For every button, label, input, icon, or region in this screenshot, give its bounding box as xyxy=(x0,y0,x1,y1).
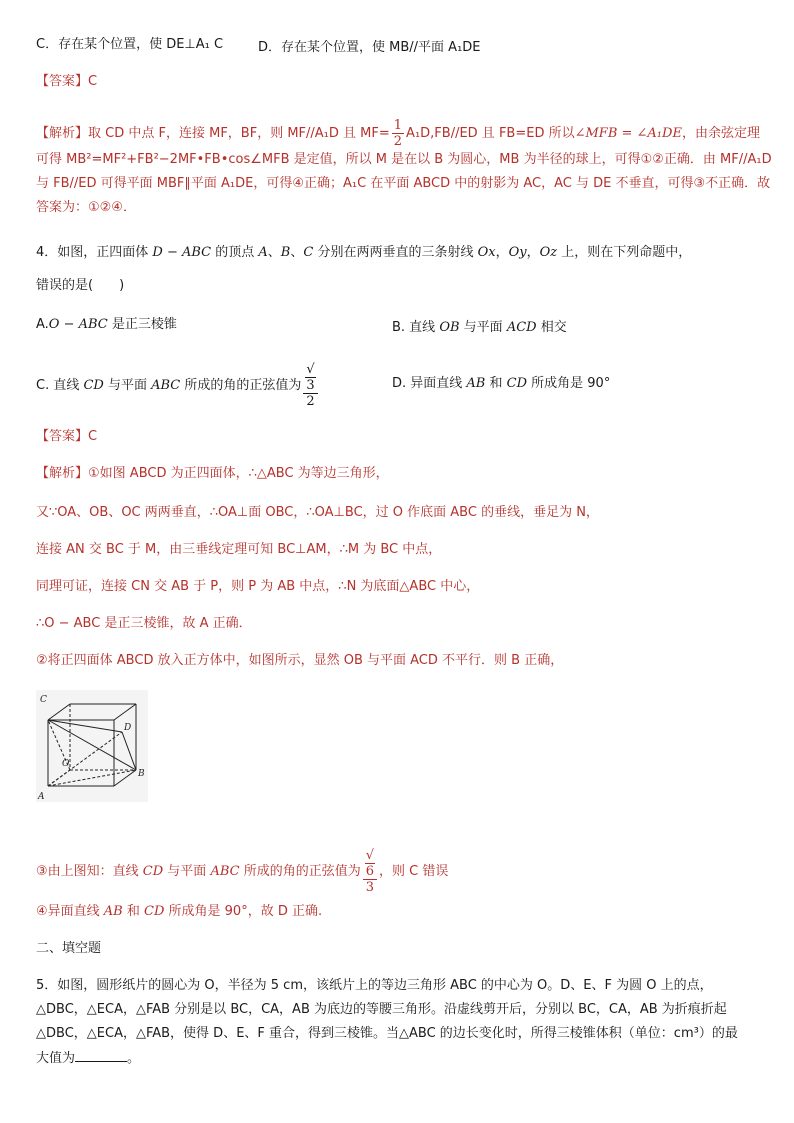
q4-option-b: B. 直线 OB 与平面 ACD 相交 xyxy=(392,320,567,335)
q4-stem-line-2: 错误的是( ) xyxy=(36,278,125,293)
analysis-tag: 【解析】 xyxy=(36,126,89,141)
q4-analysis-line-8: ④异面直线 AB 和 CD 所成角是 90°，故 D 正确. xyxy=(36,904,323,919)
q3-analysis-line-1 xyxy=(36,118,760,149)
q5-line-1: 5．如图，圆形纸片的圆心为 O，半径为 5 cm，该纸片上的等边三角形 ABC 的中心为 O。D、E、F 为圆 O 上的点， xyxy=(36,978,713,993)
q4-analysis-line-6: ②将正四面体 ABCD 放入正方体中，如图所示，显然 OB 与平面 ACD 不平行．则 B 正确， xyxy=(36,653,564,668)
analysis-text: 取 CD 中点 F，连接 MF，BF，则 MF//A₁D 且 MF= xyxy=(88,126,390,141)
q4-analysis-line-3: 连接 AN 交 BC 于 M，由三垂线定理可知 BC⊥AM，∴M 为 BC 中点， xyxy=(36,542,442,557)
fraction: √ 3 2 xyxy=(303,362,317,409)
label-c: C xyxy=(40,695,47,705)
answer-tag: 【答案】 xyxy=(36,74,89,89)
q5-line-3: △DBC，△ECA，△FAB，使得 D、E、F 重合，得到三棱锥。当△ABC 的边长变化时，所得三棱锥体积（单位：cm³）的最 xyxy=(36,1026,738,1041)
q5-line-4: 大值为 。 xyxy=(36,1051,141,1066)
label-a: A xyxy=(38,792,45,802)
cube-tetrahedron-figure xyxy=(36,690,148,802)
option-c-prev: C．存在某个位置，使 DE⊥A₁ C xyxy=(36,37,224,52)
q3-analysis-line-4: 答案为：①②④． xyxy=(36,200,136,215)
analysis-text: A₁D,FB//ED 且 FB=ED 所以 xyxy=(406,126,575,141)
math-expression: ∠MFB = ∠A₁DE xyxy=(574,126,682,141)
q4-option-d: D. 异面直线 AB 和 CD 所成角是 90° xyxy=(392,376,611,391)
label-d: D xyxy=(124,723,132,733)
fraction: √ 6 3 xyxy=(363,848,377,895)
q4-analysis-line-5: ∴O − ABC 是正三棱锥，故 A 正确． xyxy=(36,616,252,631)
q3-answer xyxy=(36,73,97,91)
q4-analysis-line-2: 又∵OA、OB、OC 两两垂直，∴OA⊥面 OBC，∴OA⊥BC，过 O 作底面 ABC 的垂线，垂足为 N， xyxy=(36,505,599,520)
label-o: O xyxy=(62,759,70,769)
option-d-prev: D．存在某个位置，使 MB//平面 A₁DE xyxy=(258,40,481,55)
label-b: B xyxy=(138,769,145,779)
q4-stem-line-1: 4．如图，正四面体 D − ABC 的顶点 A、B、C 分别在两两垂直的三条射线 Ox，Oy，Oz 上，则在下列命题中， xyxy=(36,245,692,260)
q4-analysis-line-7: ③由上图知：直线 CD 与平面 ABC 所成的角的正弦值为 √ 6 3 ，则 C 错误 xyxy=(36,848,449,895)
answer-blank[interactable] xyxy=(75,1049,127,1062)
figure-background xyxy=(36,690,148,802)
q5-line-2: △DBC，△ECA，△FAB 分别是以 BC，CA，AB 为底边的等腰三角形。沿虚线剪开后，分别以 BC，CA，AB 为折痕折起 xyxy=(36,1002,727,1017)
q4-option-a: A.O − ABC 是正三棱锥 xyxy=(36,317,177,332)
q4-analysis-line-4: 同理可证，连接 CN 交 AB 于 P，则 P 为 AB 中点，∴N 为底面△ABC 中心， xyxy=(36,579,480,594)
analysis-text: ，由余弦定理 xyxy=(681,126,760,141)
q4-option-c: C. 直线 CD 与平面 ABC 所成的角的正弦值为 √ 3 2 xyxy=(36,362,320,409)
q4-answer: 【答案】C xyxy=(36,429,98,444)
fraction: $\frac{1}{2}$ xyxy=(393,118,403,149)
q4-analysis-line-1: 【解析】①如图 ABCD 为正四面体，∴△ABC 为等边三角形， xyxy=(36,466,389,481)
q3-analysis-line-3: 与 FB//ED 可得平面 MBF∥平面 A₁DE，可得④正确；A₁C 在平面 ABCD 中的射影为 AC，AC 与 DE 不垂直，可得③不正确．故 xyxy=(36,176,771,191)
section-heading: 二、填空题 xyxy=(36,941,102,956)
answer-value: C xyxy=(88,74,98,89)
q3-analysis-line-2: 可得 MB²=MF²+FB²−2MF•FB•cos∠MFB 是定值，所以 M 是在以 B 为圆心，MB 为半径的球上，可得①②正确．由 MF//A₁D xyxy=(36,152,772,167)
